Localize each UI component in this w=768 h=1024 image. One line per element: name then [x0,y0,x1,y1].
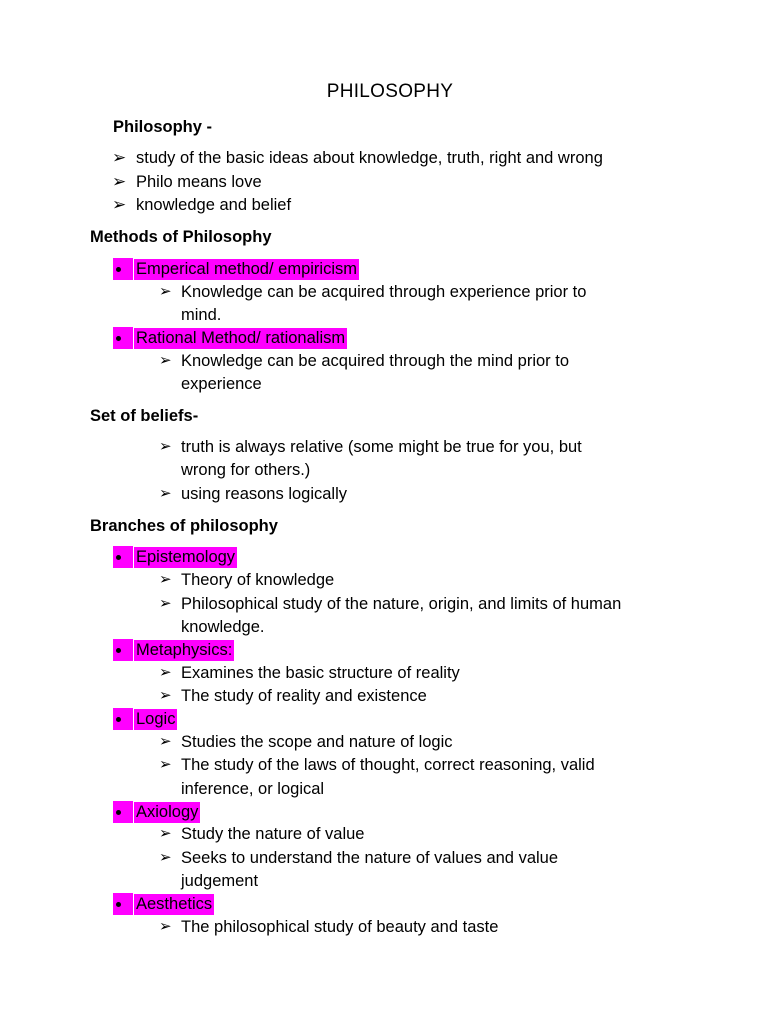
arrow-bullet-icon: ➢ [159,438,172,455]
bullet-dot-icon [116,717,121,722]
philosophy-point: knowledge and belief [136,196,292,214]
beliefs-heading: Set of beliefs- [90,407,199,425]
page-title: PHILOSOPHY [326,81,454,102]
branch-name: Epistemology [136,548,236,566]
arrow-bullet-icon: ➢ [112,172,127,191]
bullet-dot-icon [116,648,121,653]
branch-point: Philosophical study of the nature, origin, and limits of human [181,595,622,613]
arrow-bullet-icon: ➢ [159,664,172,681]
arrow-bullet-icon: ➢ [159,849,172,866]
belief-point: using reasons logically [181,485,348,503]
branch-point: Theory of knowledge [181,571,335,589]
branch-point: Study the nature of value [181,825,365,843]
bullet-dot-icon [116,555,121,560]
arrow-bullet-icon: ➢ [159,733,172,750]
branch-point: Studies the scope and nature of logic [181,733,453,751]
method-name: Rational Method/ rationalism [136,329,346,347]
belief-point: wrong for others.) [181,461,311,479]
bullet-dot-icon [116,902,121,907]
arrow-bullet-icon: ➢ [112,148,127,167]
branch-name: Axiology [136,803,199,821]
methods-heading: Methods of Philosophy [90,228,272,246]
branch-point: inference, or logical [181,780,325,798]
branch-name: Logic [136,710,176,728]
philosophy-heading: Philosophy - [113,118,212,136]
branch-name: Aesthetics [136,895,213,913]
arrow-bullet-icon: ➢ [159,756,172,773]
arrow-bullet-icon: ➢ [159,687,172,704]
bullet-dot-icon [116,336,121,341]
arrow-bullet-icon: ➢ [159,825,172,842]
branches-heading: Branches of philosophy [90,517,278,535]
belief-point: truth is always relative (some might be true for you, but [181,438,582,456]
branch-point: knowledge. [181,618,265,636]
philosophy-point: study of the basic ideas about knowledge, truth, right and wrong [136,149,603,167]
branch-point: The study of the laws of thought, correct reasoning, valid [181,756,595,774]
bullet-dot-icon [116,267,121,272]
arrow-bullet-icon: ➢ [112,195,127,214]
philosophy-point: Philo means love [136,173,262,191]
arrow-bullet-icon: ➢ [159,352,172,369]
branch-point: The study of reality and existence [181,687,427,705]
branch-name: Metaphysics: [136,641,233,659]
arrow-bullet-icon: ➢ [159,595,172,612]
arrow-bullet-icon: ➢ [159,283,172,300]
branch-point: Examines the basic structure of reality [181,664,460,682]
branch-point: judgement [181,872,259,890]
arrow-bullet-icon: ➢ [159,571,172,588]
bullet-dot-icon [116,810,121,815]
branch-point: The philosophical study of beauty and taste [181,918,499,936]
method-name: Emperical method/ empiricism [136,260,357,278]
method-point: mind. [181,306,222,324]
branch-point: Seeks to understand the nature of values and value [181,849,559,867]
arrow-bullet-icon: ➢ [159,918,172,935]
arrow-bullet-icon: ➢ [159,485,172,502]
method-point: Knowledge can be acquired through experience prior to [181,283,587,301]
method-point: Knowledge can be acquired through the mind prior to [181,352,569,370]
method-point: experience [181,375,262,393]
